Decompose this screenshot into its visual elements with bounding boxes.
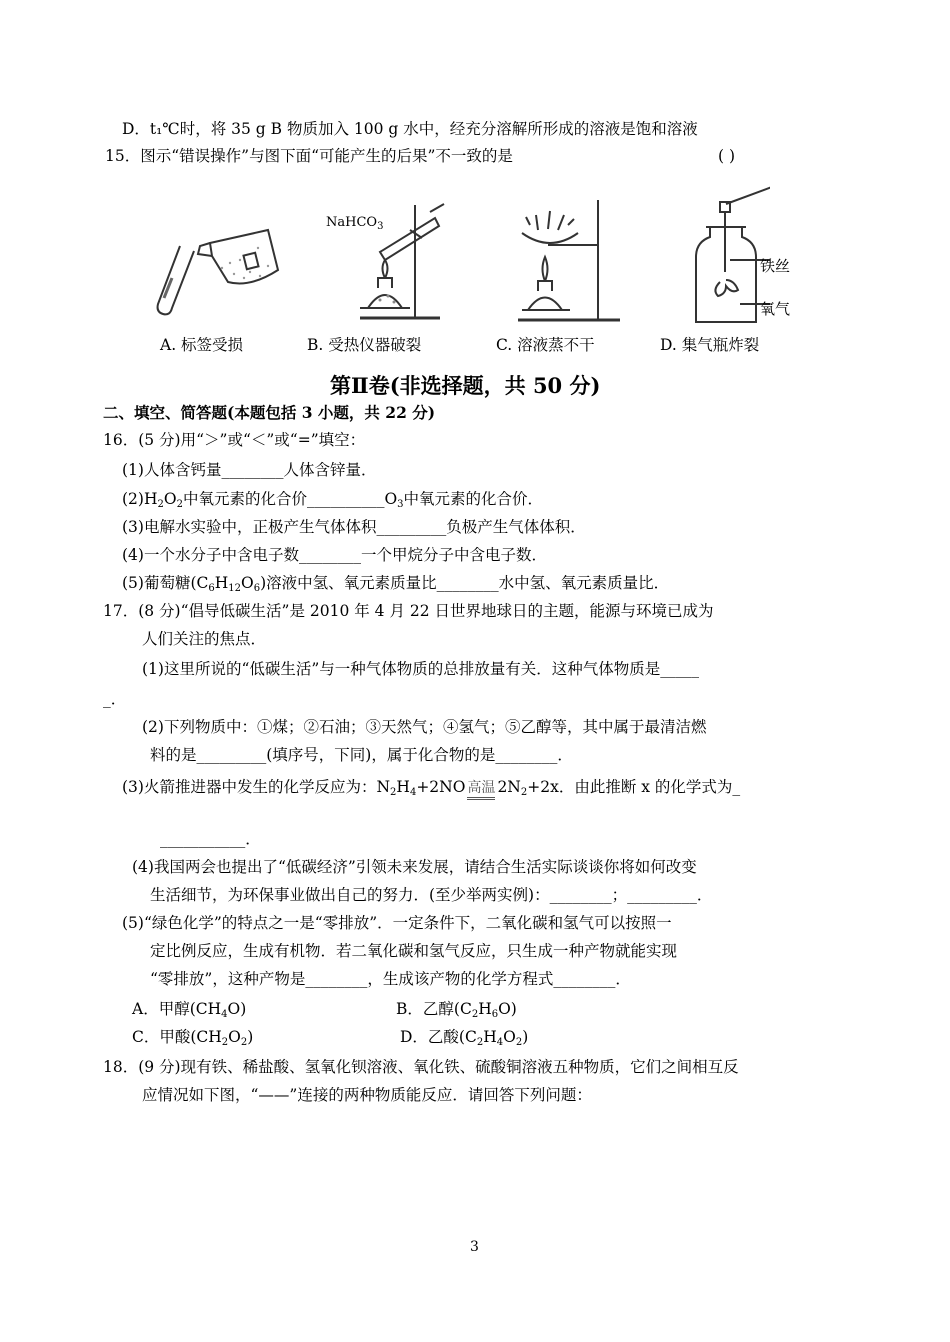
q14-option-d: D．t₁℃时，将 35 g B 物质加入 100 g 水中，经充分溶解所形成的溶液是饱和溶液 [122,120,698,138]
q15-stem: 15．图示“错误操作”与图下面“可能产生的后果”不一致的是 [105,147,513,165]
part-two-title: 第Ⅱ卷(非选择题，共 50 分) [330,373,601,398]
q17-part1-line1: (1)这里所说的“低碳生活”与一种气体物质的总排放量有关．这种气体物质是_____ [142,660,700,678]
q17-option-a: A．甲醇$(CH_4O)$ [132,1000,247,1020]
q17-option-c: C．甲酸$(CH_2O_2)$ [132,1028,254,1048]
nahco3-text: NaHCO [326,215,378,230]
q17-part3-line1: (3)火箭推进器中发生的化学反应为：$N_2H_4+2NO$ 高温 $2N_2+2x$．由此推断 x 的化学式为_ [122,778,741,798]
figure-a-pouring [150,218,290,318]
caption-d: D. 集气瓶炸裂 [660,336,760,354]
q17-stem-line2: 人们关注的焦点． [142,630,267,648]
q18-stem-line1: 18．(9 分)现有铁、稀盐酸、氢氧化钡溶液、氧化铁、硫酸铜溶液五种物质，它们之间相互反 [103,1058,739,1076]
q15-answer-bracket: ( ) [718,147,736,165]
caption-b: B. 受热仪器破裂 [307,336,422,354]
label-iron-wire: 铁丝 [760,257,791,275]
q17-part5-line1: (5)“绿色化学”的特点之一是“零排放”．一定条件下，二氧化碳和氢气可以按照一 [122,914,672,932]
q16-item-3: (3)电解水实验中，正极产生气体体积_________负极产生气体体积． [122,518,586,536]
section-heading: 二、填空、简答题(本题包括 3 小题，共 22 分) [103,403,436,422]
figure-c-evaporation [508,195,628,325]
q16-item-4: (4)一个水分子中含电子数________一个甲烷分子中含电子数． [122,546,547,564]
q17-stem-line1: 17．(8 分)“倡导低碳生活”是 2010 年 4 月 22 日世界地球日的主题，能源与环境已成为 [103,602,714,620]
q17-option-d: D．乙酸$(C_2H_4O_2)$ [400,1028,529,1048]
q17-part3-line2: ___________． [160,830,261,848]
q17-option-b: B．乙醇$(C_2H_6O)$ [396,1000,517,1020]
figure-b-heating-apparatus [340,190,460,325]
caption-a: A. 标签受损 [160,336,244,354]
q16-item-5: (5)葡萄糖$(C_6H_{12}O_6)$溶液中氢、氧元素质量比________水中氢、氧元素质量比． [122,574,670,594]
nahco3-subscript: 3 [377,221,384,232]
caption-c: C. 溶液蒸不干 [496,336,595,354]
q16-item-1: (1)人体含钙量________人体含锌量． [122,461,377,479]
q17-part5-line3: “零排放”，这种产物是________，生成该产物的化学方程式________． [150,970,631,988]
label-oxygen: 氧气 [760,300,791,318]
q16-stem: 16．(5 分)用“＞”或“＜”或“=”填空： [103,431,366,449]
q17-part4-line2: 生活细节，为环保事业做出自己的努力．(至少举两实例)：________；_________． [150,886,713,904]
q17-part5-line2: 定比例反应，生成有机物．若二氧化碳和氢气反应，只生成一种产物就能实现 [150,942,678,960]
q16-item-2: $(2)H_2O_2$中氧元素的化合价$\_\_\_\_\_\_\_\_\_\_O_3$中氧元素的化合价． [122,490,544,510]
q17-part4-line1: (4)我国两会也提出了“低碳经济”引领未来发展，请结合生活实际谈谈你将如何改变 [132,858,697,876]
q17-part2-line1: (2)下列物质中：①煤；②石油；③天然气；④氢气；⑤乙醇等，其中属于最清洁燃 [142,718,707,736]
q17-part1-line2: _． [103,690,127,708]
figure-d-gas-bottle [690,182,770,327]
page-number: 3 [470,1239,479,1255]
q17-part2-line2: 料的是_________(填序号，下同)，属于化合物的是________． [150,746,573,764]
reaction-condition: 高温 [467,779,495,800]
q18-stem-line2: 应情况如下图，“——”连接的两种物质能反应．请回答下列问题： [142,1086,592,1104]
